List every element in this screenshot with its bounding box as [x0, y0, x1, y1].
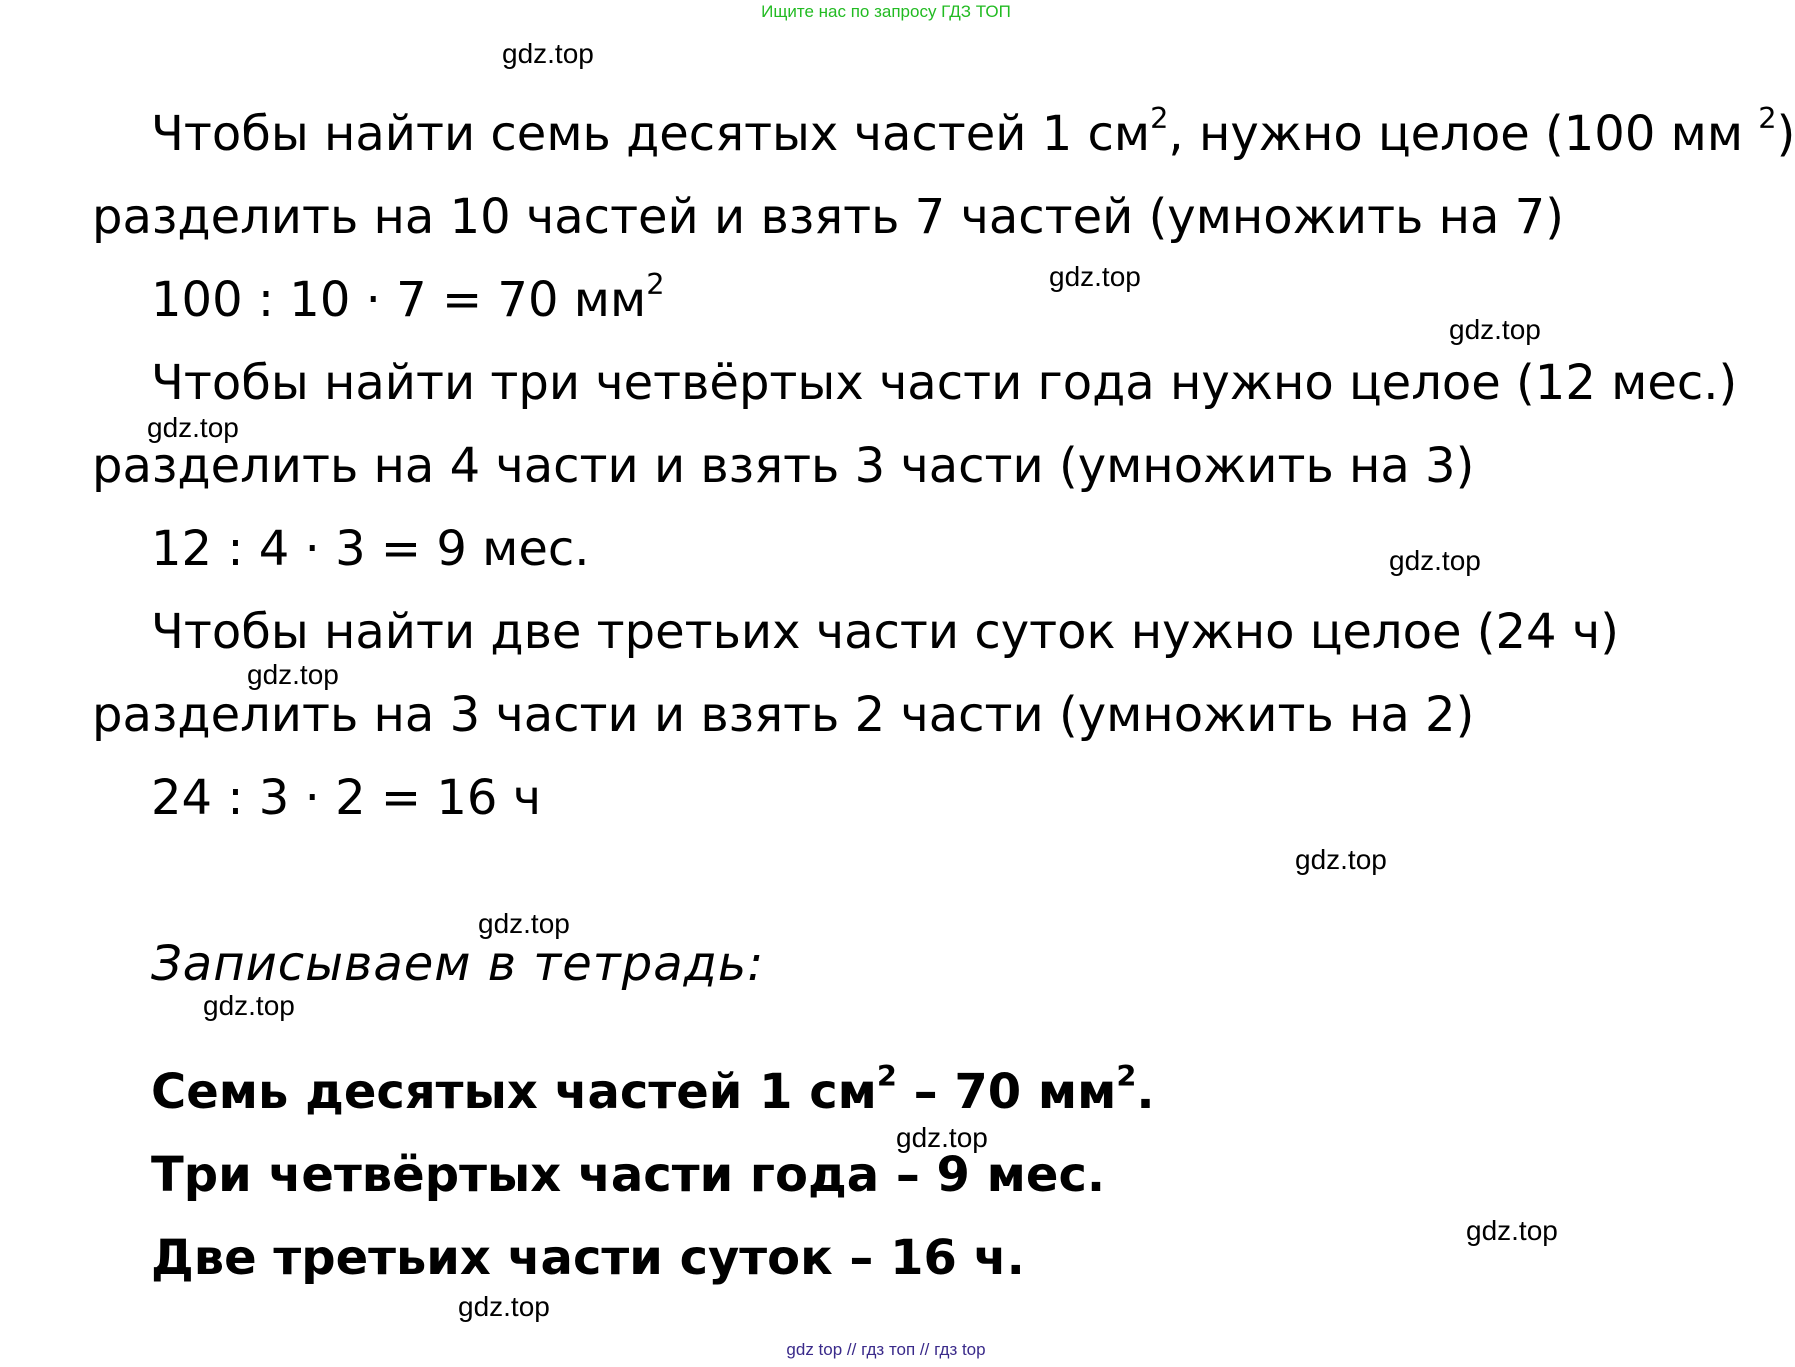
watermark: gdz.top: [478, 908, 570, 939]
superscript: 2: [876, 1059, 897, 1094]
superscript: 2: [1116, 1059, 1137, 1094]
watermark: gdz.top: [1295, 844, 1387, 875]
text-line-5: Чтобы найти две третьих части суток нужно целое (24 ч): [151, 604, 1619, 660]
text-line-4: разделить на 4 части и взять 3 части (умножить на 3): [92, 438, 1475, 494]
watermark: gdz.top: [502, 38, 594, 69]
equation-text: 100 : 10 · 7 = 70 мм: [151, 272, 647, 328]
watermark: gdz.top: [896, 1122, 988, 1153]
text-line-2: разделить на 10 частей и взять 7 частей (умножить на 7): [92, 189, 1564, 245]
watermark: gdz.top: [1049, 261, 1141, 292]
answer-line-2: Три четвёртых части года – 9 мес.: [151, 1147, 1106, 1203]
watermark: gdz.top: [458, 1291, 550, 1322]
text-segment: ): [1776, 106, 1795, 162]
equation-line-3: 24 : 3 · 2 = 16 ч: [151, 770, 542, 826]
watermark: gdz.top: [203, 990, 295, 1021]
equation-line-2: 12 : 4 · 3 = 9 мес.: [151, 521, 590, 577]
text-line-6: разделить на 3 части и взять 2 части (умножить на 2): [92, 687, 1475, 743]
superscript: 2: [1758, 101, 1777, 136]
watermark: gdz.top: [1389, 545, 1481, 576]
text-segment: Чтобы найти семь десятых частей 1 см: [151, 106, 1151, 162]
answer-text: – 70 мм: [896, 1064, 1117, 1120]
watermark: gdz.top: [247, 659, 339, 690]
watermark: gdz.top: [1466, 1215, 1558, 1246]
text-line-3: Чтобы найти три четвёртых части года нужно целое (12 мес.): [151, 355, 1738, 411]
answer-line-3: Две третьих части суток – 16 ч.: [151, 1230, 1025, 1286]
superscript: 2: [1150, 101, 1169, 136]
text-segment: , нужно целое (100 мм: [1168, 106, 1759, 162]
answer-text: Семь десятых частей 1 см: [151, 1064, 877, 1120]
superscript: 2: [646, 267, 665, 302]
notebook-heading: Записываем в тетрадь:: [151, 936, 765, 992]
equation-line-1: [151, 267, 665, 328]
footer-links: gdz top // гдз топ // гдз top: [786, 1340, 986, 1359]
search-banner: Ищите нас по запросу ГДЗ ТОП: [761, 2, 1011, 21]
text-line-1: [151, 101, 1795, 162]
watermark: gdz.top: [147, 412, 239, 443]
watermark: gdz.top: [1449, 314, 1541, 345]
answer-text: .: [1136, 1064, 1155, 1120]
answer-line-1: [151, 1059, 1155, 1120]
